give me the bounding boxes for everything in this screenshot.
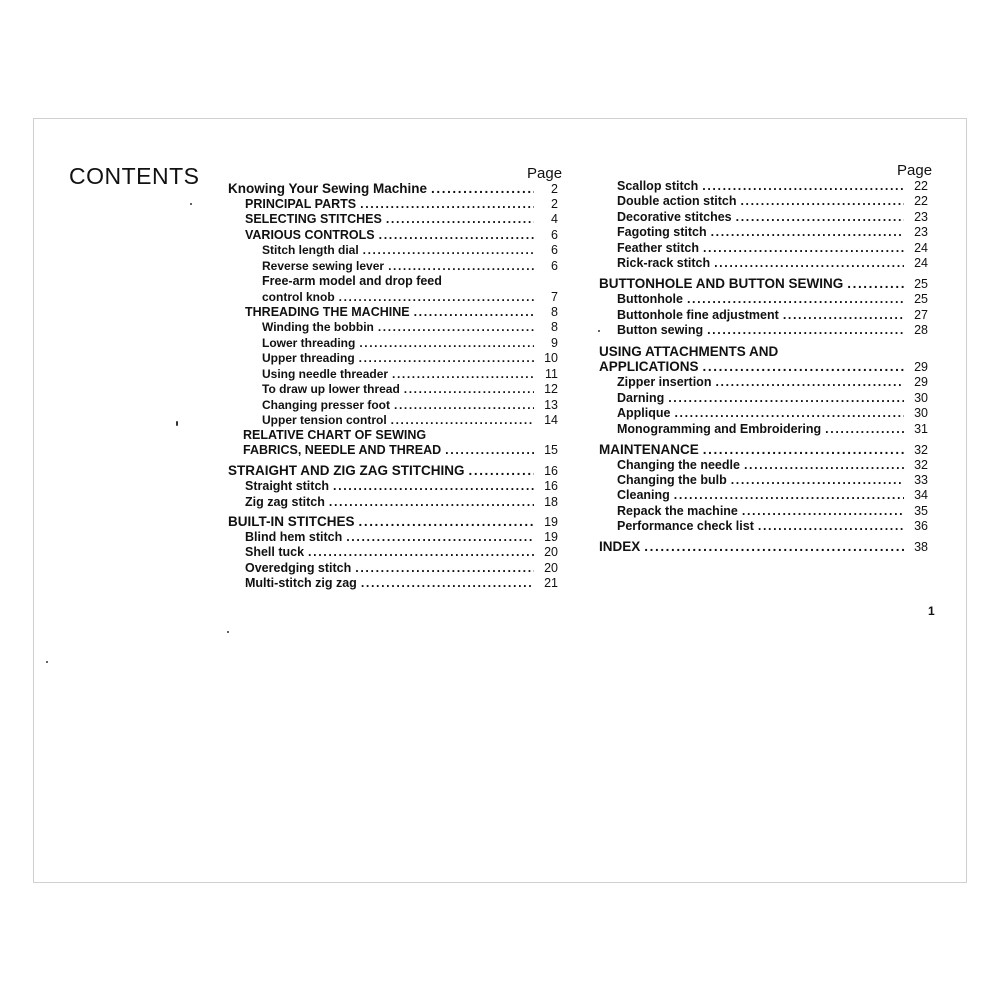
toc-entry-page-number: 24	[914, 256, 928, 270]
dot-leader	[703, 359, 904, 374]
dot-leader	[847, 276, 904, 291]
toc-entry	[245, 197, 558, 212]
toc-entry-page-number: 18	[544, 495, 558, 509]
toc-entry-page-number: 25	[914, 277, 928, 291]
toc-entry-label: Monogramming and Embroidering	[617, 422, 822, 436]
dot-leader	[339, 290, 534, 304]
dot-leader	[687, 292, 904, 306]
toc-entry	[599, 539, 928, 554]
toc-entry-label: Buttonhole	[617, 292, 683, 306]
toc-entry	[245, 228, 558, 243]
toc-entry-label: Darning	[617, 391, 665, 405]
toc-entry	[599, 359, 928, 374]
toc-entry-page-number: 29	[914, 360, 928, 374]
toc-entry-label: Applique	[617, 406, 671, 420]
scan-speck	[176, 421, 178, 426]
toc-entry	[243, 443, 558, 458]
toc-entry-label: Scallop stitch	[617, 179, 699, 193]
dot-leader	[346, 530, 534, 544]
toc-entry-label: FABRICS, NEEDLE AND THREAD	[243, 443, 442, 457]
dot-leader	[668, 391, 904, 405]
toc-entry-page-number: 30	[914, 406, 928, 420]
toc-entry	[617, 458, 928, 473]
toc-entry-page-number: 16	[544, 464, 558, 478]
toc-entry	[617, 179, 928, 194]
toc-entry	[228, 181, 558, 196]
toc-entry	[262, 320, 558, 335]
toc-entry-page-number: 8	[551, 320, 558, 334]
dot-leader	[379, 228, 534, 242]
toc-entry-label: Changing the bulb	[617, 473, 727, 487]
toc-entry-page-number: 23	[914, 225, 928, 239]
toc-entry	[617, 323, 928, 338]
toc-entry-label: Reverse sewing lever	[262, 259, 385, 273]
toc-entry-page-number: 25	[914, 292, 928, 306]
toc-entry-page-number: 6	[551, 243, 558, 257]
toc-entry	[617, 225, 928, 240]
dot-leader	[715, 375, 904, 389]
toc-entry	[617, 194, 928, 209]
scan-speck	[598, 330, 600, 332]
toc-entry	[262, 367, 558, 382]
dot-leader	[445, 443, 534, 457]
toc-entry-page-number: 11	[545, 367, 558, 381]
toc-entry	[617, 256, 928, 271]
toc-entry-label: To draw up lower thread	[262, 382, 400, 396]
toc-entry-label: THREADING THE MACHINE	[245, 305, 410, 319]
dot-leader	[359, 514, 535, 529]
toc-entry-label: VARIOUS CONTROLS	[245, 228, 375, 242]
footer-page-number: 1	[928, 604, 935, 618]
toc-entry-page-number: 38	[914, 540, 928, 554]
toc-entry	[617, 375, 928, 390]
dot-leader	[363, 243, 534, 257]
toc-entry-label: Changing the needle	[617, 458, 740, 472]
toc-entry-page-number: 6	[551, 228, 558, 242]
toc-entry	[617, 504, 928, 519]
toc-entry-label: Cleaning	[617, 488, 670, 502]
toc-entry-page-number: 19	[544, 515, 558, 529]
toc-entry	[617, 241, 928, 256]
toc-entry-page-number: 35	[914, 504, 928, 518]
toc-entry	[245, 545, 558, 560]
toc-entry-label: USING ATTACHMENTS AND	[599, 344, 779, 359]
toc-entry	[262, 243, 558, 258]
toc-entry	[599, 442, 928, 457]
toc-entry-page-number: 12	[544, 382, 558, 396]
dot-leader	[388, 259, 534, 273]
toc-entry	[617, 210, 928, 225]
dot-leader	[742, 504, 904, 518]
toc-entry	[262, 413, 558, 428]
dot-leader	[360, 197, 534, 211]
dot-leader	[758, 519, 904, 533]
toc-entry	[245, 305, 558, 320]
toc-entry-label: Lower threading	[262, 336, 356, 350]
dot-leader	[386, 212, 534, 226]
dot-leader	[404, 382, 534, 396]
toc-entry-page-number: 14	[544, 413, 558, 427]
dot-leader	[703, 442, 904, 457]
scan-speck	[227, 631, 229, 633]
toc-entry-label: Repack the machine	[617, 504, 738, 518]
toc-entry	[617, 391, 928, 406]
toc-entry	[245, 530, 558, 545]
toc-entry	[617, 473, 928, 488]
toc-entry-page-number: 32	[914, 443, 928, 457]
toc-entry	[245, 479, 558, 494]
toc-entry-label: BUILT-IN STITCHES	[228, 514, 355, 529]
toc-entry	[245, 495, 558, 510]
toc-entry-label: Stitch length dial	[262, 243, 359, 257]
toc-entry-label: Fagoting stitch	[617, 225, 707, 239]
toc-entry	[617, 406, 928, 421]
toc-entry	[245, 576, 558, 591]
toc-entry-label: Button sewing	[617, 323, 704, 337]
dot-leader	[744, 458, 904, 472]
dot-leader	[674, 488, 904, 502]
toc-entry	[262, 398, 558, 413]
toc-entry-label: Decorative stitches	[617, 210, 732, 224]
toc-entry-page-number: 19	[544, 530, 558, 544]
toc-entry-label: PRINCIPAL PARTS	[245, 197, 357, 211]
toc-entry	[228, 463, 558, 478]
toc-entry-page-number: 27	[914, 308, 928, 322]
toc-entry-label: Blind hem stitch	[245, 530, 343, 544]
dot-leader	[308, 545, 534, 559]
dot-leader	[392, 367, 534, 381]
toc-entry-page-number: 34	[914, 488, 928, 502]
toc-entry-label: Multi-stitch zig zag	[245, 576, 357, 590]
toc-entry	[599, 276, 928, 291]
toc-entry-label: control knob	[262, 290, 335, 304]
toc-entry-page-number: 15	[544, 443, 558, 457]
right-page-header: Page	[897, 162, 933, 179]
toc-entry-label: Feather stitch	[617, 241, 699, 255]
toc-entry-page-number: 9	[551, 336, 558, 350]
toc-entry-label: Straight stitch	[245, 479, 330, 493]
dot-leader	[825, 422, 904, 436]
toc-entry	[617, 422, 928, 437]
toc-entry-label: SELECTING STITCHES	[245, 212, 382, 226]
dot-leader	[674, 406, 904, 420]
toc-entry-page-number: 36	[914, 519, 928, 533]
toc-entry-page-number: 16	[544, 479, 558, 493]
toc-entry-label: APPLICATIONS	[599, 359, 699, 374]
toc-entry	[617, 488, 928, 503]
dot-leader	[707, 323, 904, 337]
dot-leader	[714, 256, 904, 270]
toc-entry-page-number: 32	[914, 458, 928, 472]
toc-entry-page-number: 10	[544, 351, 558, 365]
toc-entry-label: Overedging stitch	[245, 561, 352, 575]
toc-entry	[262, 336, 558, 351]
toc-entry-page-number: 7	[551, 290, 558, 304]
toc-entry-label: Performance check list	[617, 519, 754, 533]
toc-entry-page-number: 2	[551, 197, 558, 211]
toc-entry-page-number: 4	[551, 212, 558, 226]
toc-entry-label: Winding the bobbin	[262, 320, 374, 334]
toc-entry	[617, 519, 928, 534]
dot-leader	[359, 351, 534, 365]
toc-entry-page-number: 22	[914, 179, 928, 193]
page-title: CONTENTS	[69, 163, 200, 189]
toc-entry-page-number: 28	[914, 323, 928, 337]
scan-speck	[190, 203, 192, 205]
toc-entry-page-number: 23	[914, 210, 928, 224]
toc-entry-label: MAINTENANCE	[599, 442, 699, 457]
dot-leader	[731, 473, 904, 487]
toc-entry	[617, 292, 928, 307]
dot-leader	[355, 561, 534, 575]
toc-entry-label: Changing presser foot	[262, 398, 391, 412]
dot-leader	[711, 225, 904, 239]
toc-entry-label: INDEX	[599, 539, 641, 554]
dot-leader	[359, 336, 534, 350]
toc-entry	[262, 290, 558, 305]
toc-entry-page-number: 22	[914, 194, 928, 208]
scan-speck	[46, 661, 48, 663]
dot-leader	[378, 320, 534, 334]
toc-entry-page-number: 20	[544, 545, 558, 559]
dot-leader	[469, 463, 535, 478]
toc-entry-label: Using needle threader	[262, 367, 389, 381]
dot-leader	[703, 241, 904, 255]
dot-leader	[394, 398, 534, 412]
dot-leader	[783, 308, 904, 322]
dot-leader	[329, 495, 534, 509]
toc-entry-page-number: 8	[551, 305, 558, 319]
dot-leader	[333, 479, 534, 493]
toc-entry-page-number: 6	[551, 259, 558, 273]
dot-leader	[736, 210, 904, 224]
toc-entry-page-number: 2	[551, 182, 558, 196]
toc-entry-label: Double action stitch	[617, 194, 737, 208]
toc-entry-page-number: 33	[914, 473, 928, 487]
toc-entry	[245, 212, 558, 227]
toc-entry-label: Upper tension control	[262, 413, 387, 427]
toc-entry	[245, 561, 558, 576]
toc-entry-label: RELATIVE CHART OF SEWING	[243, 428, 427, 442]
dot-leader	[740, 194, 904, 208]
toc-entry	[262, 259, 558, 274]
toc-entry-page-number: 20	[544, 561, 558, 575]
toc-entry-label: Knowing Your Sewing Machine	[228, 181, 428, 196]
toc-entry-label: Buttonhole fine adjustment	[617, 308, 779, 322]
toc-entry-label: Shell tuck	[245, 545, 305, 559]
toc-entry-page-number: 21	[544, 576, 558, 590]
toc-entry-label: Free-arm model and drop feed	[262, 274, 442, 288]
dot-leader	[644, 539, 904, 554]
toc-entry-label: BUTTONHOLE AND BUTTON SEWING	[599, 276, 844, 291]
toc-entry	[262, 351, 558, 366]
toc-entry-page-number: 30	[914, 391, 928, 405]
toc-entry-page-number: 31	[914, 422, 928, 436]
toc-entry-label: Upper threading	[262, 351, 355, 365]
dot-leader	[431, 181, 534, 196]
toc-entry-label: Zipper insertion	[617, 375, 712, 389]
toc-entry	[228, 514, 558, 529]
dot-leader	[414, 305, 534, 319]
toc-entry-page-number: 24	[914, 241, 928, 255]
left-page-header: Page	[527, 165, 563, 182]
dot-leader	[391, 413, 534, 427]
toc-entry-label: Zig zag stitch	[245, 495, 325, 509]
toc-entry-page-number: 13	[544, 398, 558, 412]
toc-entry-page-number: 29	[914, 375, 928, 389]
toc-entry	[617, 308, 928, 323]
dot-leader	[361, 576, 534, 590]
toc-entry	[262, 382, 558, 397]
toc-entry-label: STRAIGHT AND ZIG ZAG STITCHING	[228, 463, 465, 478]
toc-entry-label: Rick-rack stitch	[617, 256, 711, 270]
dot-leader	[702, 179, 904, 193]
